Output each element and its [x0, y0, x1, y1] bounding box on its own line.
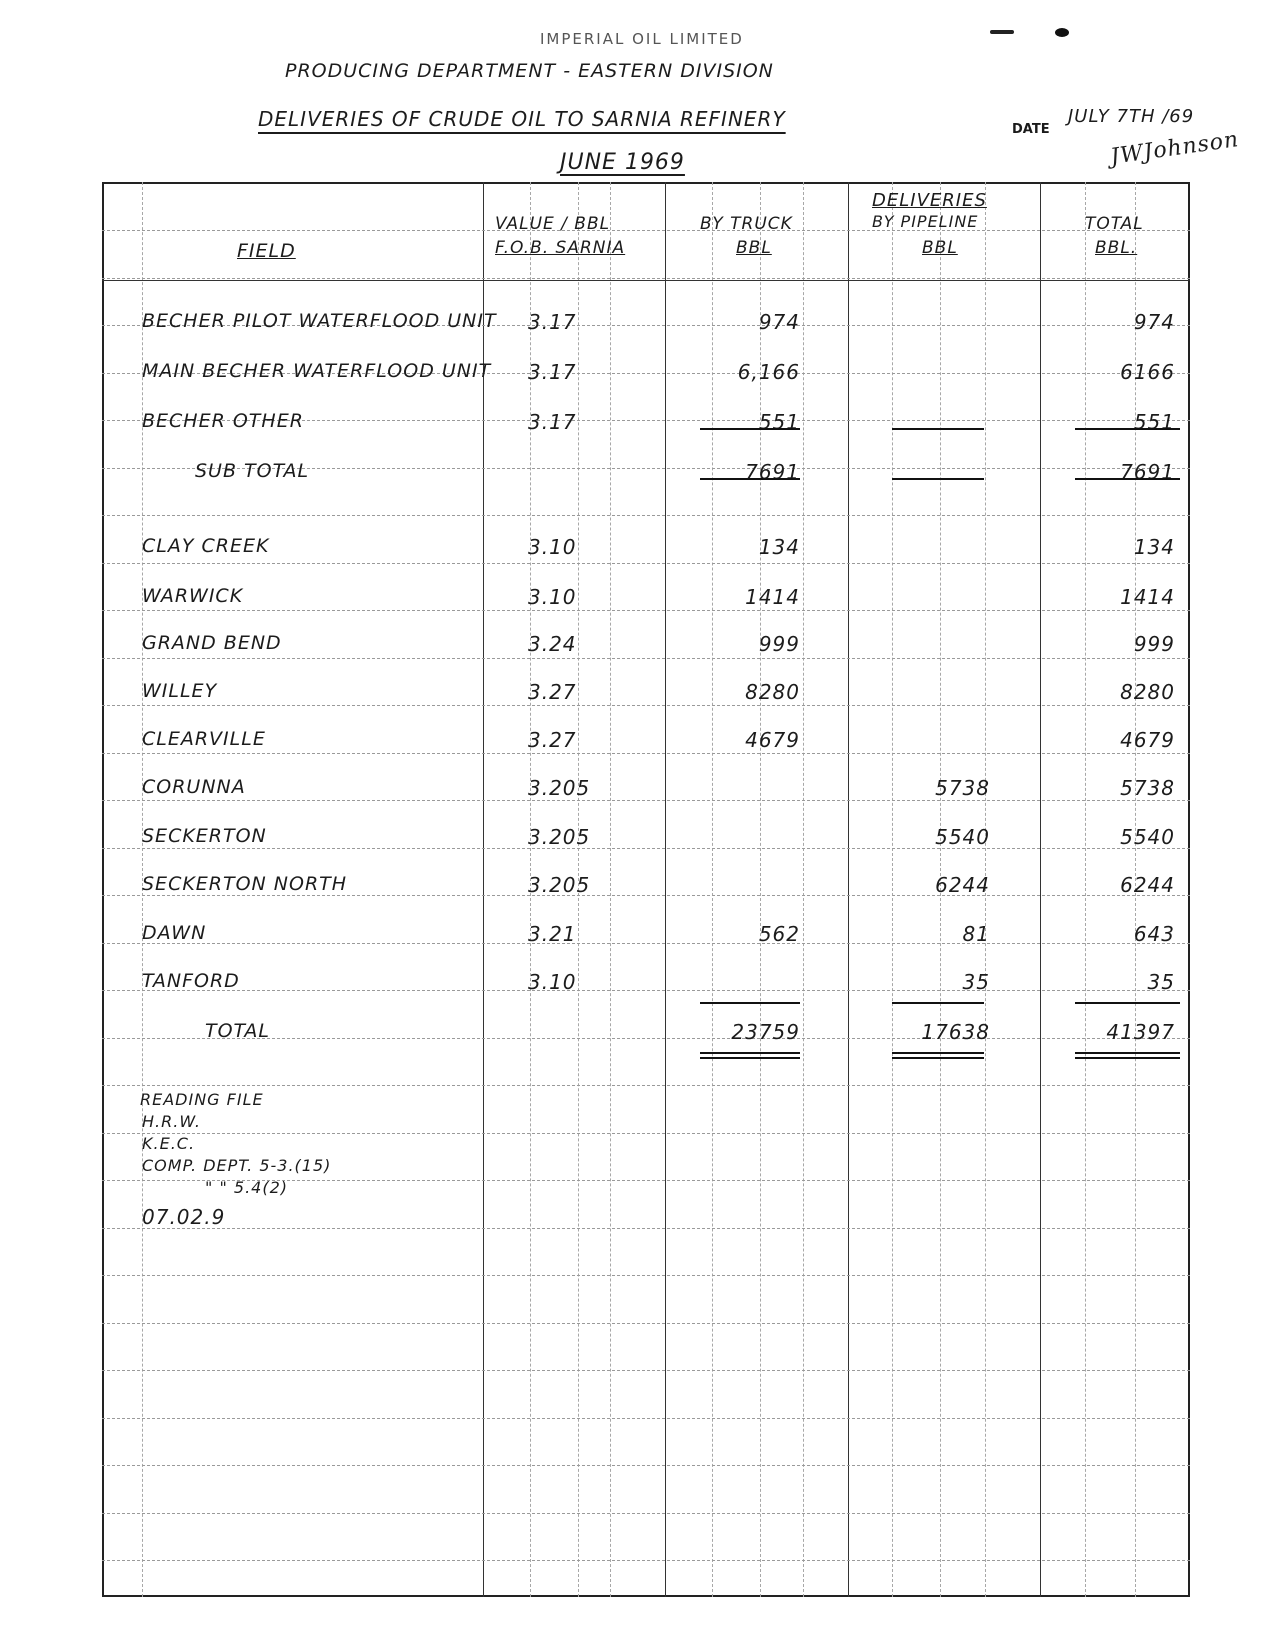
field-name: SECKERTON NORTH: [142, 873, 348, 895]
subtotal-rule: [1075, 478, 1180, 480]
field-name: BECHER OTHER: [142, 410, 304, 432]
column-divider: [848, 182, 849, 1597]
distribution-line: COMP. DEPT. 5-3.(15): [142, 1156, 332, 1175]
scan-speck: [1055, 28, 1069, 37]
grid-line: [102, 1418, 1190, 1419]
truck-barrels: 23759: [731, 1020, 800, 1044]
field-name: TOTAL: [205, 1020, 271, 1042]
field-name: BECHER PILOT WATERFLOOD UNIT: [142, 310, 497, 332]
unit-value: 3.10: [528, 970, 577, 994]
field-name: SECKERTON: [142, 825, 267, 847]
header-field: FIELD: [237, 240, 296, 262]
grid-line: [102, 230, 1190, 231]
field-name: DAWN: [142, 922, 207, 944]
field-name: WARWICK: [142, 585, 244, 607]
grid-line: [102, 1133, 1190, 1134]
grid-line: [102, 515, 1190, 516]
header-pipeline-unit: BBL: [922, 238, 958, 258]
unit-value: 3.10: [528, 535, 577, 559]
department-name: PRODUCING DEPARTMENT - EASTERN DIVISION: [285, 60, 774, 82]
total-rule: [892, 1002, 984, 1004]
total-double-rule: [1075, 1052, 1180, 1059]
unit-value: 3.17: [528, 410, 577, 434]
grid-line: [760, 182, 761, 1597]
field-name: TANFORD: [142, 970, 240, 992]
total-barrels: 6166: [1120, 360, 1175, 384]
grid-line: [102, 563, 1190, 564]
field-name: CLAY CREEK: [142, 535, 270, 557]
truck-barrels: 8280: [745, 680, 800, 704]
total-barrels: 643: [1133, 922, 1175, 946]
total-barrels: 8280: [1120, 680, 1175, 704]
total-barrels: 4679: [1120, 728, 1175, 752]
truck-barrels: 6,166: [737, 360, 800, 384]
header-truck: BY TRUCK: [700, 214, 793, 234]
grid-line: [102, 943, 1190, 944]
unit-value: 3.205: [528, 873, 591, 897]
grid-line: [102, 610, 1190, 611]
grid-line: [102, 800, 1190, 801]
unit-value: 3.21: [528, 922, 577, 946]
grid-line: [102, 1085, 1190, 1086]
distribution-line: K.E.C.: [142, 1134, 196, 1153]
distribution-line: H.R.W.: [142, 1112, 201, 1131]
truck-barrels: 134: [758, 535, 800, 559]
pipeline-barrels: 81: [962, 922, 990, 946]
total-barrels: 551: [1133, 410, 1175, 434]
pipeline-barrels: 5738: [935, 776, 990, 800]
unit-value: 3.205: [528, 825, 591, 849]
date-value: JULY 7TH /69: [1068, 106, 1195, 127]
pipeline-barrels: 17638: [921, 1020, 990, 1044]
header-value: VALUE / BBL: [495, 214, 611, 234]
grid-line: [102, 1513, 1190, 1514]
total-rule: [1075, 1002, 1180, 1004]
total-barrels: 41397: [1106, 1020, 1175, 1044]
unit-value: 3.17: [528, 360, 577, 384]
document-title: DELIVERIES OF CRUDE OIL TO SARNIA REFINERY: [258, 107, 786, 131]
unit-value: 3.27: [528, 728, 577, 752]
unit-value: 3.27: [528, 680, 577, 704]
column-divider: [665, 182, 666, 1597]
total-barrels: 999: [1133, 632, 1175, 656]
truck-barrels: 551: [758, 410, 800, 434]
grid-line: [803, 182, 804, 1597]
unit-value: 3.205: [528, 776, 591, 800]
pipeline-barrels: 35: [962, 970, 990, 994]
truck-barrels: 1414: [745, 585, 800, 609]
subtotal-rule: [700, 428, 800, 430]
grid-line: [102, 278, 1190, 279]
total-rule: [700, 1002, 800, 1004]
pipeline-barrels: 6244: [935, 873, 990, 897]
field-name: CLEARVILLE: [142, 728, 266, 750]
distribution-line: 07.02.9: [142, 1205, 226, 1229]
grid-line: [102, 658, 1190, 659]
field-name: GRAND BEND: [142, 632, 282, 654]
header-truck-unit: BBL: [736, 238, 772, 258]
subtotal-rule: [700, 478, 800, 480]
field-name: SUB TOTAL: [195, 460, 310, 482]
grid-line: [102, 1275, 1190, 1276]
grid-line: [102, 1228, 1190, 1229]
truck-barrels: 4679: [745, 728, 800, 752]
total-barrels: 1414: [1120, 585, 1175, 609]
total-barrels: 974: [1133, 310, 1175, 334]
header-total-unit: BBL.: [1095, 238, 1138, 258]
total-barrels: 7691: [1120, 460, 1175, 484]
total-barrels: 6244: [1120, 873, 1175, 897]
header-value-fob: F.O.B. SARNIA: [495, 238, 626, 258]
subtotal-rule: [892, 428, 984, 430]
grid-line: [102, 1560, 1190, 1561]
subtotal-rule: [892, 478, 984, 480]
company-name: IMPERIAL OIL LIMITED: [540, 30, 744, 48]
truck-barrels: 562: [758, 922, 800, 946]
field-name: CORUNNA: [142, 776, 246, 798]
grid-line: [102, 895, 1190, 896]
total-barrels: 5540: [1120, 825, 1175, 849]
grid-line: [102, 990, 1190, 991]
unit-value: 3.10: [528, 585, 577, 609]
scan-speck: [990, 30, 1014, 34]
period-heading: JUNE 1969: [560, 150, 685, 175]
header-divider: [102, 280, 1190, 281]
pipeline-barrels: 5540: [935, 825, 990, 849]
date-label: DATE: [1012, 122, 1050, 137]
total-barrels: 134: [1133, 535, 1175, 559]
unit-value: 3.17: [528, 310, 577, 334]
truck-barrels: 974: [758, 310, 800, 334]
unit-value: 3.24: [528, 632, 577, 656]
header-total: TOTAL: [1085, 214, 1144, 234]
total-double-rule: [892, 1052, 984, 1059]
column-divider: [483, 182, 484, 1597]
grid-line: [102, 1323, 1190, 1324]
total-barrels: 35: [1147, 970, 1175, 994]
signature: JWJohnson: [1108, 127, 1241, 170]
distribution-line: READING FILE: [140, 1090, 264, 1109]
grid-line: [102, 1465, 1190, 1466]
grid-line: [102, 1370, 1190, 1371]
distribution-line: " " 5.4(2): [205, 1178, 288, 1197]
field-name: WILLEY: [142, 680, 218, 702]
grid-line: [102, 753, 1190, 754]
grid-line: [712, 182, 713, 1597]
field-name: MAIN BECHER WATERFLOOD UNIT: [142, 360, 492, 382]
header-deliveries: DELIVERIES: [872, 190, 987, 211]
grid-line: [102, 848, 1190, 849]
total-double-rule: [700, 1052, 800, 1059]
total-barrels: 5738: [1120, 776, 1175, 800]
truck-barrels: 999: [758, 632, 800, 656]
truck-barrels: 7691: [745, 460, 800, 484]
header-pipeline: BY PIPELINE: [872, 212, 979, 231]
subtotal-rule: [1075, 428, 1180, 430]
grid-line: [102, 705, 1190, 706]
column-divider: [1040, 182, 1041, 1597]
